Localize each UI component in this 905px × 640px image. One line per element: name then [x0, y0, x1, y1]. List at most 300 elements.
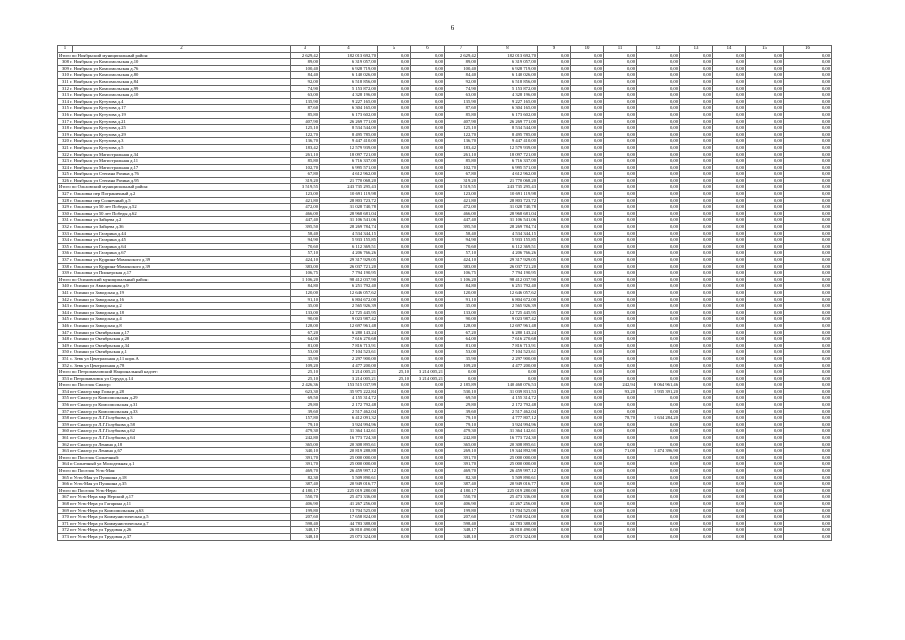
table-row [58, 78, 832, 85]
table-cell: 0,00 [571, 329, 604, 336]
table-cell: 0,00 [411, 217, 445, 224]
row-label: 310 г. Ноябрьск ул Комсомольская д.80 [58, 72, 291, 79]
table-cell: 421,80 [291, 197, 320, 204]
table-cell: 0,00 [538, 421, 571, 428]
table-cell: 0,00 [378, 184, 411, 191]
table-cell: 0,00 [680, 527, 713, 534]
table-cell: 0,00 [378, 461, 411, 468]
row-label: 361 пгт Сиалгр ул Л.Г.Голубкова д.64 [58, 435, 291, 442]
table-cell: 12 725 445,95 [478, 309, 538, 316]
table-cell: 0,00 [637, 118, 680, 125]
table-cell: 0,00 [604, 454, 637, 461]
table-cell: 29 317 929,05 [320, 257, 378, 264]
table-cell: 0,00 [411, 527, 445, 534]
table-row [58, 224, 832, 231]
table-cell: 0,00 [637, 349, 680, 356]
table-cell: 0,00 [713, 382, 746, 389]
data-table [57, 45, 832, 541]
table-cell: 0,00 [713, 283, 746, 290]
table-cell: 0,00 [571, 158, 604, 165]
table-cell: 0,00 [713, 296, 746, 303]
table-cell: 0,00 [604, 322, 637, 329]
table-cell: 6 173 602,00 [320, 111, 378, 118]
table-cell: 109,20 [291, 362, 320, 369]
row-label: 328 г. Ольховка пер Солнечный д.5 [58, 197, 291, 204]
table-cell: 0,00 [713, 507, 746, 514]
table-cell: 0,00 [680, 421, 713, 428]
table-cell: 0,00 [637, 402, 680, 409]
table-cell: 0,00 [680, 92, 713, 99]
table-cell: 79,10 [445, 415, 478, 422]
table-cell: 0,00 [680, 171, 713, 178]
table-cell: 0,00 [746, 98, 784, 105]
table-cell: 2 629,42 [291, 52, 320, 59]
table-cell: 407,90 [291, 118, 320, 125]
table-cell: 0,00 [784, 151, 832, 158]
row-label: 315 г. Ноябрьск ул Кутузова д.17 [58, 105, 291, 112]
table-cell: 6 928 719,00 [478, 65, 538, 72]
table-cell: 0,00 [784, 158, 832, 165]
table-cell: 406,90 [445, 500, 478, 507]
table-cell: 0,00 [713, 144, 746, 151]
table-cell: 0,00 [411, 270, 445, 277]
table-cell: 0,00 [713, 263, 746, 270]
table-cell: 0,00 [378, 322, 411, 329]
table-cell: 0,00 [571, 197, 604, 204]
table-cell: 0,00 [713, 481, 746, 488]
table-cell: 0,00 [746, 454, 784, 461]
table-cell: 3 214 005,21 [320, 375, 378, 382]
row-label: 340 г. Осинки ул Авиационная д.9 [58, 283, 291, 290]
table-cell: 0,00 [571, 520, 604, 527]
table-cell: 0,00 [680, 105, 713, 112]
table-cell: 4 155 314,72 [478, 395, 538, 402]
table-cell: 20 949 016,77 [320, 481, 378, 488]
table-cell: 407,90 [445, 118, 478, 125]
table-cell: 387,40 [291, 481, 320, 488]
table-cell: 6 995 571,00 [320, 164, 378, 171]
table-row [58, 65, 832, 72]
row-label: 354 пгт Сиалгр мкр Гольце д.28 [58, 388, 291, 395]
table-row [58, 270, 832, 277]
table-cell: 0,00 [604, 507, 637, 514]
table-cell: 0,00 [571, 296, 604, 303]
table-cell: 0,00 [637, 204, 680, 211]
table-cell: 0,00 [746, 415, 784, 422]
table-cell: 0,00 [571, 184, 604, 191]
table-cell: 0,00 [571, 217, 604, 224]
table-cell: 0,00 [680, 72, 713, 79]
table-cell: 0,00 [637, 428, 680, 435]
table-cell: 20 308 895,61 [478, 441, 538, 448]
table-cell: 6 304 165,00 [320, 105, 378, 112]
table-cell: 0,00 [538, 184, 571, 191]
table-cell: 0,00 [746, 388, 784, 395]
table-cell: 0,00 [784, 369, 832, 376]
table-cell: 0,00 [411, 329, 445, 336]
table-cell: 0,00 [411, 296, 445, 303]
table-cell: 391,70 [291, 461, 320, 468]
table-cell: 67,20 [291, 329, 320, 336]
table-cell: 0,00 [538, 131, 571, 138]
table-cell: 0,00 [784, 224, 832, 231]
table-cell: 85,80 [291, 111, 320, 118]
table-cell: 8 534 544,00 [478, 125, 538, 132]
table-cell: 0,00 [746, 164, 784, 171]
table-cell: 0,00 [746, 342, 784, 349]
column-number-1: 1 [58, 46, 73, 53]
table-cell: 0,00 [784, 395, 832, 402]
table-cell: 0,00 [604, 257, 637, 264]
row-label: 369 пгт Усть-Нера ул Комсомольская д.63 [58, 507, 291, 514]
table-cell: 0,00 [680, 435, 713, 442]
table-cell: 0,00 [604, 349, 637, 356]
table-cell: 0,00 [538, 415, 571, 422]
table-cell: 0,00 [680, 289, 713, 296]
table-cell: 348,10 [445, 533, 478, 540]
table-cell: 0,00 [571, 507, 604, 514]
row-label: 366 п Усть-Мая ул Пушкина д.35 [58, 481, 291, 488]
table-cell: 4 206 766,26 [478, 250, 538, 257]
table-cell: 406,90 [291, 500, 320, 507]
table-cell: 26 037 721,20 [478, 263, 538, 270]
table-cell: 0,00 [378, 507, 411, 514]
table-cell: 0,00 [604, 421, 637, 428]
table-cell: 0,00 [680, 514, 713, 521]
table-cell: 0,00 [378, 527, 411, 534]
table-cell: 29,80 [291, 402, 320, 409]
table-cell: 0,00 [378, 52, 411, 59]
table-cell: 0,00 [713, 468, 746, 475]
row-label: Итого по Поселок Усть-Нера: [58, 487, 291, 494]
row-label: 353 п Петропавловск ул Струда д.14 [58, 375, 291, 382]
table-cell: 0,00 [538, 98, 571, 105]
table-cell: 0,00 [784, 118, 832, 125]
table-row [58, 375, 832, 382]
table-cell: 0,00 [538, 217, 571, 224]
table-cell: 0,00 [538, 204, 571, 211]
table-cell: 26 459 997,12 [320, 468, 378, 475]
table-cell: 391,70 [445, 461, 478, 468]
table-cell: 0,00 [713, 210, 746, 217]
table-row [58, 533, 832, 540]
row-label: 326 г. Ноябрьск ул Степана Разина д.95 [58, 177, 291, 184]
table-cell: 0,00 [378, 204, 411, 211]
table-cell: 0,00 [680, 250, 713, 257]
table-cell: 0,00 [784, 408, 832, 415]
table-cell: 0,00 [378, 263, 411, 270]
table-cell: 0,00 [713, 461, 746, 468]
row-label: 311 г. Ноябрьск ул Комсомольская д.84 [58, 78, 291, 85]
table-cell: 0,00 [746, 369, 784, 376]
table-cell: 106,75 [291, 270, 320, 277]
table-cell: 0,00 [680, 78, 713, 85]
table-cell: 16 773 724,30 [320, 435, 378, 442]
table-cell: 0,00 [713, 177, 746, 184]
table-row [58, 500, 832, 507]
table-cell: 87,60 [445, 105, 478, 112]
table-cell: 0,00 [637, 243, 680, 250]
table-cell: 0,00 [604, 59, 637, 66]
table-cell: 0,00 [378, 250, 411, 257]
table-row [58, 461, 832, 468]
table-cell: 0,00 [411, 520, 445, 527]
table-cell: 63,00 [445, 92, 478, 99]
table-cell: 9 227 165,00 [478, 98, 538, 105]
table-cell: 0,00 [411, 500, 445, 507]
table-cell: 0,00 [411, 151, 445, 158]
table-cell: 0,00 [713, 85, 746, 92]
row-label: 324 г. Ноябрьск ул Магистральная д.17 [58, 164, 291, 171]
table-cell: 0,00 [713, 204, 746, 211]
table-cell: 0,00 [784, 257, 832, 264]
table-row [58, 520, 832, 527]
table-cell: 0,00 [538, 177, 571, 184]
table-cell: 6 928 719,00 [320, 65, 378, 72]
table-row [58, 316, 832, 323]
table-cell: 0,00 [411, 65, 445, 72]
table-cell: 79,10 [445, 421, 478, 428]
table-cell: 0,00 [538, 355, 571, 362]
table-cell: 0,00 [571, 118, 604, 125]
table-cell: 0,00 [713, 151, 746, 158]
table-cell: 0,00 [538, 111, 571, 118]
table-cell: 39,60 [445, 408, 478, 415]
table-cell: 183,42 [445, 144, 478, 151]
table-cell: 0,00 [411, 395, 445, 402]
table-cell: 0,00 [378, 177, 411, 184]
table-cell: 0,00 [637, 250, 680, 257]
table-cell: 0,00 [637, 270, 680, 277]
table-cell: 12 579 939,00 [478, 144, 538, 151]
table-cell: 3 519,55 [291, 184, 320, 191]
table-cell: 0,00 [713, 289, 746, 296]
table-cell: 0,00 [378, 415, 411, 422]
table-cell: 0,00 [604, 514, 637, 521]
table-cell: 0,00 [746, 243, 784, 250]
row-label: 312 г. Ноябрьск ул Комсомольская д.99 [58, 85, 291, 92]
table-cell: 0,00 [746, 336, 784, 343]
table-cell: 1 474 396,90 [637, 448, 680, 455]
table-cell: 17 658 824,00 [320, 514, 378, 521]
table-cell: 0,00 [713, 474, 746, 481]
table-cell: 0,00 [538, 533, 571, 540]
table-cell: 0,00 [411, 276, 445, 283]
row-label: 365 п Усть-Мая ул Пушкина д.18 [58, 474, 291, 481]
row-label: 350 г. Осинки ул Октябрьская д.1 [58, 349, 291, 356]
table-cell: 0,00 [411, 144, 445, 151]
table-cell: 16 773 724,30 [478, 435, 538, 442]
table-cell: 0,00 [378, 59, 411, 66]
table-cell: 243 735 295,43 [320, 184, 378, 191]
table-cell: 0,00 [538, 197, 571, 204]
table-cell: 0,00 [411, 355, 445, 362]
table-cell: 102,70 [445, 164, 478, 171]
table-cell: 0,00 [538, 342, 571, 349]
table-cell: 25 473 336,00 [320, 494, 378, 501]
table-cell: 0,00 [746, 276, 784, 283]
table-cell: 6 412 091,32 [320, 415, 378, 422]
table-cell: 25 000 000,00 [320, 454, 378, 461]
table-row [58, 408, 832, 415]
table-cell: 0,00 [784, 514, 832, 521]
table-cell: 0,00 [680, 474, 713, 481]
table-cell: 0,00 [680, 283, 713, 290]
table-cell: 0,00 [746, 270, 784, 277]
table-cell: 25 000 000,00 [320, 461, 378, 468]
table-cell: 5 153 872,00 [478, 85, 538, 92]
table-cell: 0,00 [411, 118, 445, 125]
table-cell: 0,00 [680, 177, 713, 184]
table-cell: 466,00 [445, 210, 478, 217]
table-cell: 0,00 [538, 257, 571, 264]
table-cell: 0,00 [746, 533, 784, 540]
table-cell: 3 519,55 [445, 184, 478, 191]
table-cell: 0,00 [680, 144, 713, 151]
table-cell: 0,00 [784, 171, 832, 178]
table-cell: 0,00 [637, 454, 680, 461]
table-cell: 0,00 [411, 250, 445, 257]
table-cell: 0,00 [411, 98, 445, 105]
table-cell: 0,00 [746, 468, 784, 475]
table-cell: 25,10 [291, 375, 320, 382]
row-label: 336 г. Ольховка ул Гагарина д.67 [58, 250, 291, 257]
table-cell: 0,00 [713, 270, 746, 277]
table-cell: 0,00 [411, 428, 445, 435]
table-cell: 89,00 [291, 59, 320, 66]
table-cell: 0,00 [411, 289, 445, 296]
table-cell: 0,00 [571, 283, 604, 290]
table-cell: 0,00 [571, 105, 604, 112]
table-cell: 0,00 [411, 382, 445, 389]
table-cell: 0,00 [637, 322, 680, 329]
table-cell: 0,00 [604, 98, 637, 105]
table-cell: 199,80 [291, 507, 320, 514]
subtotal-row [58, 52, 832, 59]
table-cell: 447,40 [291, 217, 320, 224]
table-cell: 0,00 [746, 257, 784, 264]
table-cell: 74,90 [445, 85, 478, 92]
table-cell: 0,00 [604, 283, 637, 290]
table-cell: 0,00 [680, 369, 713, 376]
table-row [58, 72, 832, 79]
table-cell: 0,00 [378, 270, 411, 277]
table-cell: 0,00 [746, 500, 784, 507]
table-cell: 0,00 [784, 487, 832, 494]
table-cell: 0,00 [784, 243, 832, 250]
table-cell: 0,00 [378, 92, 411, 99]
table-cell: 0,00 [378, 435, 411, 442]
table-cell: 0,00 [571, 59, 604, 66]
table-cell: 0,00 [538, 158, 571, 165]
table-cell: 0,00 [538, 322, 571, 329]
row-label: 364 п Солнечный ул Молодежная д.1 [58, 461, 291, 468]
table-cell: 0,00 [378, 481, 411, 488]
table-cell: 0,00 [604, 481, 637, 488]
table-cell: 1 106,20 [291, 276, 320, 283]
table-cell: 0,00 [538, 78, 571, 85]
table-cell: 0,00 [571, 65, 604, 72]
row-label: 373 пгт Усть-Нера ул Трудовая д.37 [58, 533, 291, 540]
row-label: 359 пгт Сиалгр ул Л.Г.Голубкова д.58 [58, 421, 291, 428]
table-cell: 84,40 [445, 72, 478, 79]
table-cell: 0,00 [784, 454, 832, 461]
table-row [58, 105, 832, 112]
table-cell: 0,00 [746, 428, 784, 435]
table-cell: 0,00 [713, 349, 746, 356]
table-cell: 0,00 [571, 144, 604, 151]
table-cell: 0,00 [411, 164, 445, 171]
table-cell: 0,00 [571, 191, 604, 198]
row-label: 339 г. Ольховка ул Пионерская д.17 [58, 270, 291, 277]
table-cell: 0,00 [538, 461, 571, 468]
table-cell: 0,00 [784, 520, 832, 527]
table-cell: 0,00 [538, 435, 571, 442]
table-cell: 44 783 388,00 [320, 520, 378, 527]
table-cell: 0,00 [637, 158, 680, 165]
table-cell: 0,00 [680, 65, 713, 72]
table-cell: 153 515 037,99 [320, 382, 378, 389]
table-cell: 319,20 [291, 177, 320, 184]
table-cell: 0,00 [411, 388, 445, 395]
row-label: 358 пгт Сиалгр ул Л.Г.Голубкова д.3 [58, 415, 291, 422]
table-cell: 4 328 196,00 [320, 92, 378, 99]
table-cell: 93,20 [604, 388, 637, 395]
table-cell: 0,00 [680, 197, 713, 204]
table-cell: 466,00 [291, 210, 320, 217]
table-cell: 0,00 [411, 257, 445, 264]
table-cell: 0,00 [637, 105, 680, 112]
table-cell: 0,00 [746, 118, 784, 125]
table-cell: 125,10 [445, 125, 478, 132]
table-cell: 0,00 [538, 309, 571, 316]
table-cell: 0,00 [637, 257, 680, 264]
table-cell: 0,00 [680, 158, 713, 165]
table-cell: 0,00 [637, 527, 680, 534]
table-cell: 84,80 [291, 283, 320, 290]
table-cell: 67,80 [291, 171, 320, 178]
table-cell: 39,60 [291, 408, 320, 415]
row-label: 356 пгт Сиалгр ул Комсомольская д.31 [58, 402, 291, 409]
table-cell: 4 477 200,00 [320, 362, 378, 369]
table-cell: 0,00 [604, 289, 637, 296]
table-cell: 0,00 [571, 131, 604, 138]
row-label: 352 с. Зевк ул Центральная д.78 [58, 362, 291, 369]
table-cell: 5 509 890,61 [320, 474, 378, 481]
table-cell: 0,00 [637, 395, 680, 402]
table-cell: 8 064 961,46 [637, 382, 680, 389]
table-cell: 21 770 068,20 [320, 177, 378, 184]
table-cell: 0,00 [538, 402, 571, 409]
table-cell: 0,00 [604, 217, 637, 224]
table-cell: 69,50 [291, 395, 320, 402]
table-cell: 0,00 [411, 322, 445, 329]
table-cell: 6 304 165,00 [478, 105, 538, 112]
table-cell: 28 968 681,04 [478, 210, 538, 217]
table-cell: 0,00 [713, 276, 746, 283]
table-cell: 157,80 [291, 415, 320, 422]
table-cell: 0,00 [637, 362, 680, 369]
table-cell: 0,00 [680, 125, 713, 132]
row-label: 372 пгт Усть-Нера ул Трудовая д.26 [58, 527, 291, 534]
subtotal-row [58, 487, 832, 494]
table-cell: 25,10 [378, 375, 411, 382]
table-cell: 0,00 [713, 500, 746, 507]
table-cell: 0,00 [746, 131, 784, 138]
table-cell: 0,00 [784, 59, 832, 66]
table-cell: 0,00 [680, 481, 713, 488]
table-cell: 85,80 [291, 158, 320, 165]
